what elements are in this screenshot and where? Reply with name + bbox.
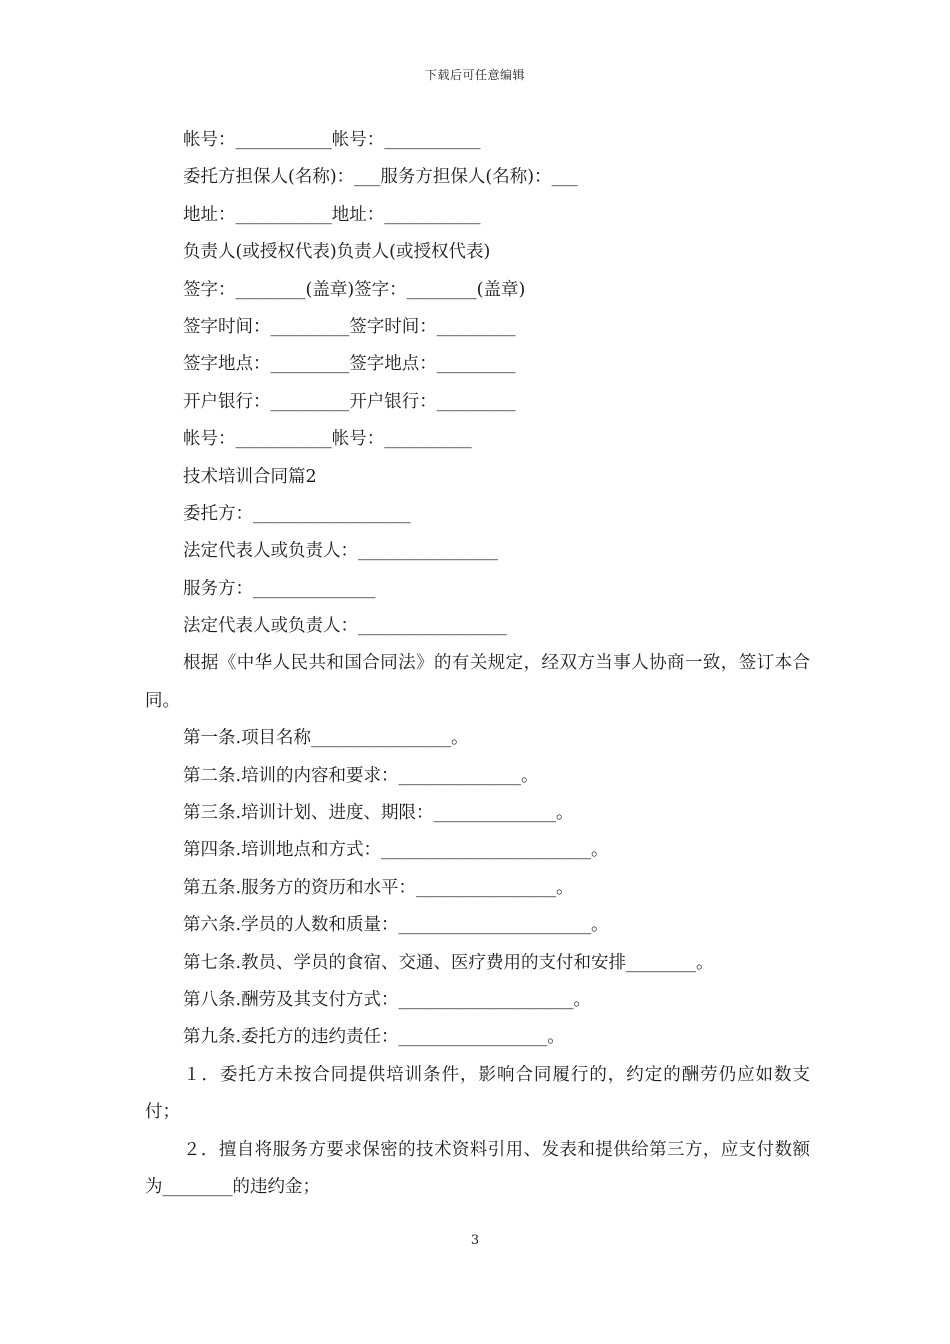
article-8: 第八条.酬劳及其支付方式：____________________。 [183,990,592,1011]
intro-paragraph: 根据《中华人民共和国合同法》的有关规定，经双方当事人协商一致，签订本合同。 [145,653,810,711]
signature-line: 签字：________(盖章)签字：________(盖章) [183,279,526,300]
article-7: 第七条.教员、学员的食宿、交通、医疗费用的支付和安排________。 [183,952,714,973]
address-line: 地址：___________地址：___________ [183,204,481,225]
provider-representative-line: 法定代表人或负责人：_________________ [183,616,507,637]
signature-time-line: 签字时间：_________签字时间：_________ [183,316,516,337]
signature-place-line: 签字地点：_________签字地点：_________ [183,354,516,375]
section-title: 技术培训合同篇2 [183,466,317,487]
article-1: 第一条.项目名称________________。 [183,728,469,749]
responsible-person-line: 负责人(或授权代表)负责人(或授权代表) [183,242,491,263]
provider-line: 服务方：______________ [183,578,376,599]
client-representative-line: 法定代表人或负责人：________________ [183,541,498,562]
page-header: 下载后可任意编辑 [424,68,525,82]
article-4: 第四条.培训地点和方式：________________________。 [183,840,609,861]
clause-1: １．委托方未按合同提供培训条件，影响合同履行的，约定的酬劳仍应如数支付； [145,1064,810,1123]
article-3: 第三条.培训计划、进度、期限：______________。 [183,803,574,824]
bank-line: 开户银行：_________开户银行：_________ [183,391,516,412]
guarantor-line: 委托方担保人(名称)：___服务方担保人(名称)：___ [183,167,578,188]
article-5: 第五条.服务方的资历和水平：________________。 [183,877,574,898]
client-line: 委托方：__________________ [183,503,411,524]
clause-2: ２．擅自将服务方要求保密的技术资料引用、发表和提供给第三方，应支付数额为________的违约金； [145,1139,810,1198]
article-2: 第二条.培训的内容和要求：______________。 [183,765,539,786]
article-9: 第九条.委托方的违约责任：_________________。 [183,1027,565,1048]
page-number: 3 [470,1233,480,1248]
document-body [145,122,810,1206]
article-6: 第六条.学员的人数和质量：______________________。 [183,915,609,936]
account-line-2: 帐号：___________帐号：__________ [183,429,472,450]
account-line: 帐号：___________帐号：___________ [183,130,481,150]
